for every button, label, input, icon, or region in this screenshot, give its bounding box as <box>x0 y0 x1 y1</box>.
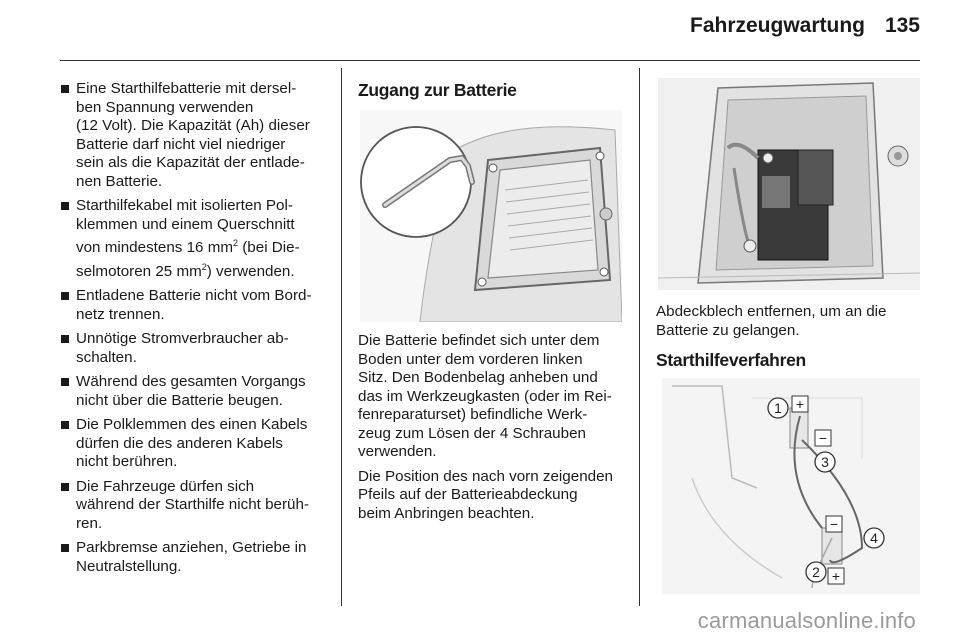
jump-start-diagram <box>662 378 920 594</box>
callout-3 <box>815 452 835 472</box>
text-line: Abdeckblech entfernen, um an die <box>656 303 887 320</box>
page-header-title: Fahrzeugwartung <box>690 14 866 37</box>
text-line: verwenden. <box>358 443 437 460</box>
bullet-list <box>60 80 328 576</box>
column-divider-1 <box>341 68 342 606</box>
text-line: (bei Die- <box>238 239 300 257</box>
text-line: von mindestens 16 mm <box>76 239 234 257</box>
list-item <box>60 478 328 534</box>
superscript: 2 <box>233 238 239 248</box>
text-line: Unnötige Stromverbraucher ab- <box>76 330 289 348</box>
text-line: das im Werkzeugkasten (oder im Rei- <box>358 387 612 405</box>
plus-terminal-label <box>792 396 808 412</box>
paragraph <box>358 332 628 462</box>
list-item <box>60 539 328 576</box>
column-1 <box>60 80 328 582</box>
text-line: Batterie darf nicht viel niedriger <box>76 135 286 153</box>
paragraph <box>656 303 920 340</box>
text-line: Die Polklemmen des einen Kabels <box>76 416 308 434</box>
column-2 <box>358 80 626 101</box>
text-line: selmotoren 25 mm <box>76 262 202 280</box>
minus-sign: − <box>829 516 839 532</box>
callout-label: 4 <box>870 530 878 546</box>
plus-sign: + <box>795 396 805 412</box>
battery-compartment-illustration <box>658 78 920 290</box>
minus-sign: − <box>818 430 828 446</box>
text-line: netz trennen. <box>76 305 165 323</box>
text-line: Die Position des nach vorn zeigenden <box>358 467 613 485</box>
cover-removal-text <box>656 303 920 346</box>
text-line: während der Starthilfe nicht berüh- <box>76 496 310 514</box>
list-item <box>60 373 328 410</box>
callout-2 <box>806 562 826 582</box>
list-item <box>60 287 328 324</box>
text-line: Die Batterie befindet sich unter dem <box>358 332 600 349</box>
text-line: schalten. <box>76 348 137 366</box>
text-line: ) verwenden. <box>206 262 295 280</box>
callout-label: 3 <box>821 454 829 470</box>
text-line: ren. <box>76 514 103 532</box>
text-line: nicht über die Batterie beugen. <box>76 391 283 409</box>
battery-location-text <box>358 332 628 529</box>
text-line: Pfeils auf der Batterieabdeckung <box>358 486 578 503</box>
list-item <box>60 330 328 367</box>
plus-sign: + <box>831 568 841 584</box>
list-item <box>60 80 328 191</box>
column-divider-2 <box>639 68 640 606</box>
list-item <box>60 416 328 472</box>
text-line: ben Spannung verwenden <box>76 98 254 116</box>
text-line: Sitz. Den Bodenbelag anheben und <box>358 369 598 386</box>
callout-label: 1 <box>774 400 782 416</box>
text-line: Während des gesamten Vorgangs <box>76 373 306 391</box>
section-heading-jump-start: Starthilfeverfahren <box>656 350 806 370</box>
callout-1 <box>768 398 788 418</box>
watermark: carmanualsonline.info <box>697 608 916 633</box>
text-line: Starthilfekabel mit isolierten Pol- <box>76 197 293 214</box>
text-line: Eine Starthilfebatterie mit dersel- <box>76 80 297 97</box>
text-line: nen Batterie. <box>76 172 163 190</box>
text-line: Parkbremse anziehen, Getriebe in <box>76 539 307 557</box>
callout-label: 2 <box>812 564 820 580</box>
callout-4 <box>864 528 884 548</box>
header-divider <box>60 60 920 61</box>
page-number: 135 <box>884 14 920 37</box>
list-item <box>60 197 328 281</box>
text-line: Die Fahrzeuge dürfen sich <box>76 477 255 495</box>
section-heading-battery-access: Zugang zur Batterie <box>358 80 517 100</box>
text-line: beim Anbringen beachten. <box>358 504 535 522</box>
text-line: nicht berühren. <box>76 453 178 471</box>
text-line: Batterie zu gelangen. <box>656 321 800 339</box>
superscript: 2 <box>201 261 207 272</box>
battery-cover-illustration <box>360 110 622 322</box>
text-line: Entladene Batterie nicht vom Bord- <box>76 287 312 305</box>
text-line: sein als die Kapazität der entlade- <box>76 154 305 171</box>
text-line: (12 Volt). Die Kapazität (Ah) dieser <box>76 117 310 134</box>
minus-terminal-label <box>826 516 842 532</box>
plus-terminal-label <box>828 568 844 584</box>
text-line: Neutralstellung. <box>76 557 182 575</box>
text-line: klemmen und einem Querschnitt <box>76 215 295 233</box>
text-line: Boden unter dem vorderen linken <box>358 350 583 368</box>
text-line: dürfen die des anderen Kabels <box>76 434 283 452</box>
minus-terminal-label <box>815 430 831 446</box>
text-line: zeug zum Lösen der 4 Schrauben <box>358 424 586 442</box>
text-line: fenreparaturset) befindliche Werk- <box>358 406 588 423</box>
paragraph <box>358 468 628 524</box>
